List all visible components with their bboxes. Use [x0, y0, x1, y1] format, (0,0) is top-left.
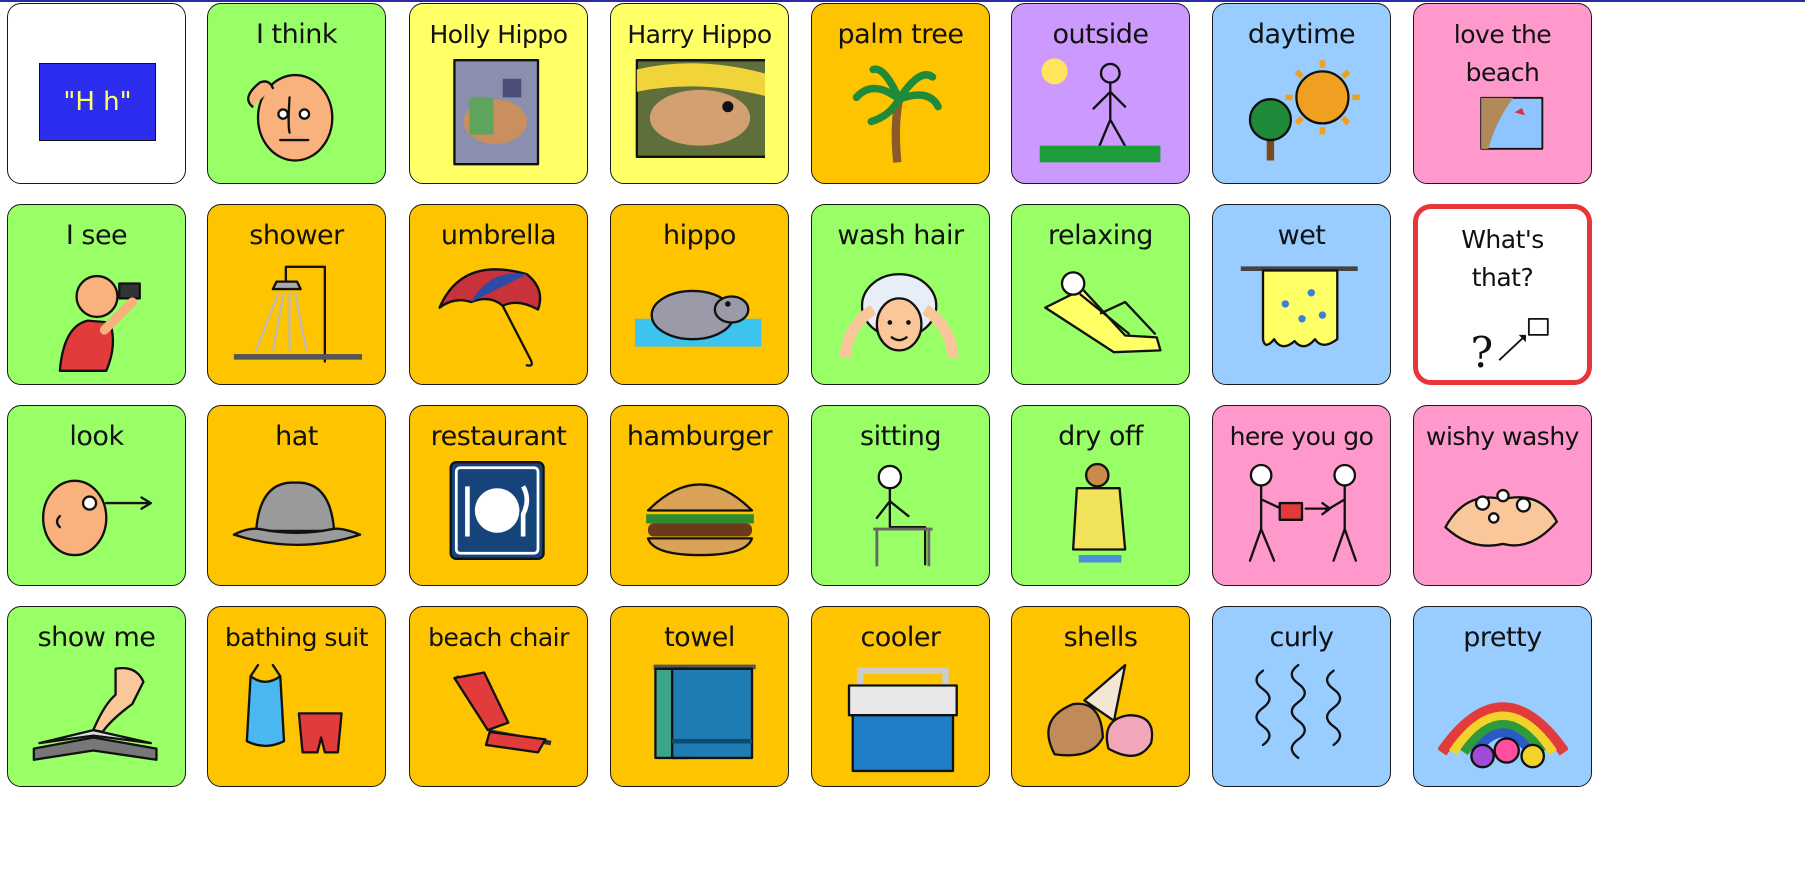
symbol-label: daytime: [1247, 19, 1356, 50]
symbol-cell-wash-hair[interactable]: [811, 204, 990, 385]
symbol-cell-bathing-suit[interactable]: [207, 606, 386, 787]
symbol-label: curly: [1269, 622, 1334, 653]
look-eye-icon: [32, 458, 162, 576]
symbol-label: cooler: [860, 622, 941, 653]
symbol-cell-daytime[interactable]: [1212, 3, 1391, 184]
symbol-cell-sitting[interactable]: [811, 405, 990, 586]
symbol-cell-dry-off[interactable]: [1011, 405, 1190, 586]
palm-tree-icon: [836, 56, 966, 174]
binoculars-person-icon: [32, 257, 162, 375]
wet-towel-icon: [1237, 257, 1367, 375]
symbol-cell-holly-hippo[interactable]: [409, 3, 588, 184]
shower-icon: [232, 257, 362, 375]
towel-drying-icon: [1036, 458, 1166, 576]
symbol-cell-shells[interactable]: [1011, 606, 1190, 787]
symbol-label: hippo: [663, 220, 736, 251]
symbol-label: hamburger: [626, 421, 773, 452]
umbrella-icon: [434, 257, 564, 375]
symbol-cell-here-you-go[interactable]: [1212, 405, 1391, 586]
symbol-cell-hh[interactable]: [7, 3, 186, 184]
sun-tree-icon: [1237, 56, 1367, 174]
rainbow-flowers-icon: [1438, 659, 1568, 777]
symbol-label: I see: [65, 220, 128, 251]
cooler-icon: [836, 659, 966, 777]
hand-washing-icon: [1438, 458, 1568, 576]
symbol-cell-whats-that[interactable]: [1413, 204, 1592, 385]
svg-text:?: ?: [1470, 327, 1494, 377]
symbol-label: outside: [1052, 19, 1149, 50]
symbol-label: umbrella: [440, 220, 557, 251]
symbol-cell-outside[interactable]: [1011, 3, 1190, 184]
symbol-cell-i-think[interactable]: [207, 3, 386, 184]
symbol-cell-pretty[interactable]: [1413, 606, 1592, 787]
symbol-label: restaurant: [430, 421, 567, 452]
symbol-label: palm tree: [837, 19, 964, 50]
symbol-cell-wet[interactable]: [1212, 204, 1391, 385]
symbol-cell-cooler[interactable]: [811, 606, 990, 787]
symbol-cell-show-me[interactable]: [7, 606, 186, 787]
wash-hair-icon: [836, 257, 966, 375]
symbol-cell-shower[interactable]: [207, 204, 386, 385]
beach-chair-icon: [434, 659, 564, 777]
holly-hippo-photo-icon: [434, 56, 564, 174]
symbol-cell-curly[interactable]: [1212, 606, 1391, 787]
symbol-label: here you go: [1229, 422, 1374, 451]
symbol-label: wet: [1277, 220, 1326, 251]
symbol-cell-palm-tree[interactable]: [811, 3, 990, 184]
symbol-cell-hamburger[interactable]: [610, 405, 789, 586]
thinking-person-icon: [232, 56, 362, 174]
symbol-label: towel: [664, 622, 735, 653]
symbol-cell-i-see[interactable]: [7, 204, 186, 385]
restaurant-sign-icon: [434, 458, 564, 576]
symbol-cell-hat[interactable]: [207, 405, 386, 586]
symbol-label: wash hair: [837, 220, 964, 251]
hamburger-icon: [635, 458, 765, 576]
symbol-cell-beach-chair[interactable]: [409, 606, 588, 787]
symbol-label: What's that?: [1461, 225, 1544, 292]
symbol-label: shower: [249, 220, 344, 251]
letter-card-icon: "H h": [39, 63, 156, 141]
symbol-label: wishy washy: [1426, 422, 1579, 451]
symbol-label: sitting: [860, 421, 941, 452]
towel-rack-icon: [635, 659, 765, 777]
symbol-cell-hippo[interactable]: [610, 204, 789, 385]
symbol-cell-harry-hippo[interactable]: [610, 3, 789, 184]
symbol-label: look: [69, 421, 124, 452]
curly-lines-icon: [1237, 659, 1367, 777]
question-point-icon: [1442, 297, 1572, 383]
symbol-label: Holly Hippo: [429, 20, 568, 49]
symbol-label: dry off: [1058, 421, 1143, 452]
hippo-icon: [635, 257, 765, 375]
symbol-cell-wishy-washy[interactable]: [1413, 405, 1592, 586]
hat-icon: [232, 458, 362, 576]
symbol-label: relaxing: [1048, 220, 1153, 251]
symbol-cell-towel[interactable]: [610, 606, 789, 787]
harry-hippo-photo-icon: [635, 56, 765, 174]
symbol-label: hat: [275, 421, 318, 452]
symbol-label: bathing suit: [224, 623, 369, 652]
symbol-cell-relaxing[interactable]: [1011, 204, 1190, 385]
symbol-label: beach chair: [428, 623, 569, 652]
lounge-chair-person-icon: [1036, 257, 1166, 375]
symbol-label: show me: [37, 622, 156, 653]
symbol-label: I think: [256, 19, 337, 50]
symbol-label: love the beach: [1453, 20, 1552, 87]
symbol-cell-look[interactable]: [7, 405, 186, 586]
symbol-cell-umbrella[interactable]: [409, 204, 588, 385]
symbol-cell-restaurant[interactable]: [409, 405, 588, 586]
symbol-label: shells: [1063, 622, 1138, 653]
seashells-icon: [1036, 659, 1166, 777]
pointing-book-icon: [32, 659, 162, 777]
symbol-label: Harry Hippo: [627, 20, 772, 49]
swimsuit-icon: [232, 659, 362, 777]
sitting-person-icon: [836, 458, 966, 576]
symbol-cell-love-the-beach[interactable]: [1413, 3, 1592, 184]
symbol-label: pretty: [1463, 622, 1542, 653]
beach-icon: [1438, 92, 1568, 178]
walking-outside-icon: [1036, 56, 1166, 174]
giving-item-icon: [1237, 458, 1367, 576]
